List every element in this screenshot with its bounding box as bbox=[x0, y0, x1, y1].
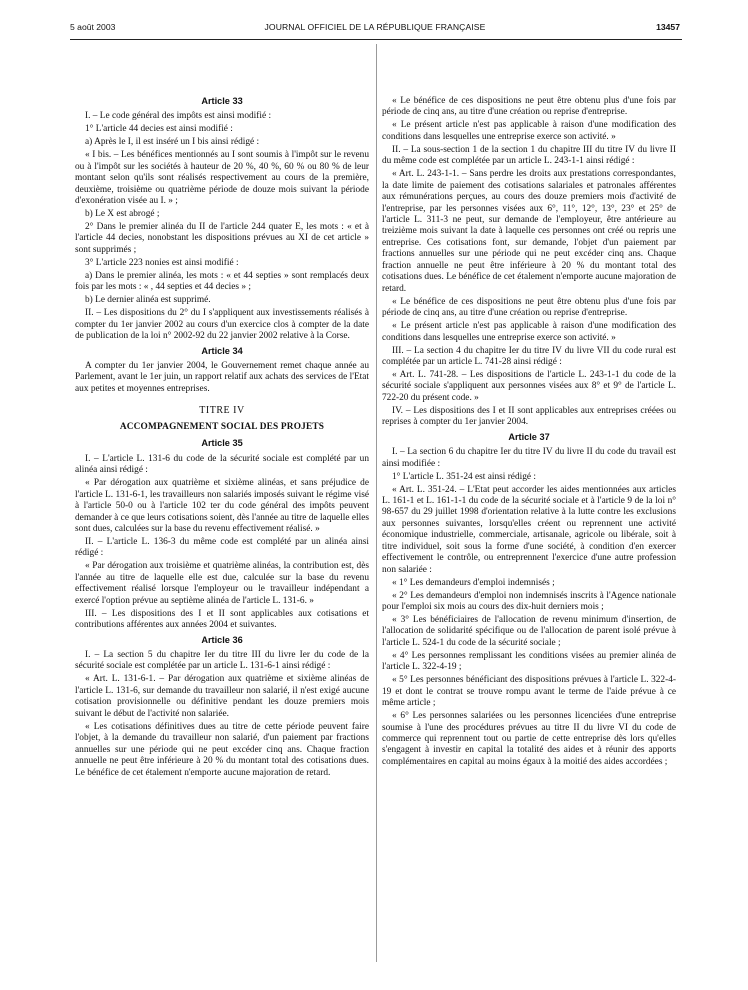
paragraph: A compter du 1er janvier 2004, le Gouvernement remet chaque année au Parlement, avant le 1er juin, un rapport relatif aux achats des services de l'Etat aux petites et moyennes entreprises. bbox=[75, 361, 369, 394]
page-number: 13457 bbox=[656, 22, 680, 32]
titre-heading: TITRE IV bbox=[199, 405, 245, 417]
paragraph: « Le présent article n'est pas applicable à raison d'une modification des conditions dans lesquelles une entreprise exerce son activité. » bbox=[382, 321, 676, 343]
titre-subheading: ACCOMPAGNEMENT SOCIAL DES PROJETS bbox=[119, 421, 325, 432]
column-divider bbox=[376, 44, 377, 962]
paragraph: III. – Les dispositions des I et II sont applicables aux cotisations et contributions afférentes aux années 2004 et suivantes. bbox=[75, 608, 369, 631]
paragraph: « Art. L. 131-6-1. – Par dérogation aux quatrième et sixième alinéas de l'article L. 131-6, sur demande du travailleur non salarié, il n'est exigé aucune cotisation provisionnelle ou définitive pendant les douze premiers mois suivant le début de l'activité non salariée. bbox=[75, 674, 369, 719]
paragraph: a) Après le I, il est inséré un I bis ainsi rédigé : bbox=[85, 137, 260, 148]
article-heading: Article 37 bbox=[508, 431, 550, 442]
paragraph: « Le présent article n'est pas applicable à raison d'une modification des conditions dans lesquelles une entreprise exerce son activité. » bbox=[382, 120, 676, 142]
paragraph: « Le bénéfice de ces dispositions ne peut être obtenu plus d'une fois par période de cinq ans, au titre d'une création ou reprise d'entreprise. bbox=[382, 96, 676, 118]
paragraph: « Art. L. 741-28. – Les dispositions de l'article L. 243-1-1 du code de la sécurité sociale s'appliquent aux personnes visées aux 8° et 9° de l'article L. 722-20 du présent code. » bbox=[382, 369, 676, 403]
paragraph: « 4° Les personnes remplissant les conditions visées au premier alinéa de l'article L. 322-4-19 ; bbox=[382, 650, 676, 673]
paragraph: « 3° Les bénéficiaires de l'allocation de revenu minimum d'insertion, de l'allocation de solidarité spécifique ou de l'allocation de parent isolé prévue à l'article L. 524-1 du code de la sécurité sociale ; bbox=[382, 614, 676, 648]
paragraph: « Par dérogation aux troisième et quatrième alinéas, la contribution est, dès l'année au titre de laquelle elle est due, calculée sur la base du revenu effectivement réalisé lorsque l'employeur ou le travailleur indépendant a exercé l'option prévue au septième alinéa de l'article L. 131-6. » bbox=[75, 561, 369, 606]
paragraph: I. – L'article L. 131-6 du code de la sécurité sociale est complété par un alinéa ainsi rédigé : bbox=[75, 453, 369, 476]
paragraph: « Le bénéfice de ces dispositions ne peut être obtenu plus d'une fois par période de cinq ans, au titre d'une création ou reprise d'entreprise. bbox=[382, 296, 676, 319]
paragraph: a) Dans le premier alinéa, les mots : « et 44 septies » sont remplacés deux fois par les mots : « , 44 septies et 44 decies » ; bbox=[75, 270, 369, 293]
paragraph: « Art. L. 351-24. – L'Etat peut accorder les aides mentionnées aux articles L. 161-1 et L. 161-1-1 du code de la sécurité sociale et à l'article 9 de la loi n° 98-657 du 29 juillet 1998 d'orientation relative à la lutte contre les exclusions aux personnes suivantes, lorsqu'elles créent ou reprennent une activité économique industrielle, commerciale, artisanale, agricole ou libérale, soit à titre individuel, soit sous la forme d'une société, à condition d'en exercer effectivement le contrôle, ou entreprennent l'exercice d'une autre profession non salariée : bbox=[382, 484, 676, 575]
paragraph: « 2° Les demandeurs d'emploi non indemnisés inscrits à l'Agence nationale pour l'emploi six mois au cours des dix-huit derniers mois ; bbox=[382, 590, 676, 613]
header-date: 5 août 2003 bbox=[70, 22, 116, 32]
header-rule bbox=[70, 39, 682, 40]
paragraph: « 1° Les demandeurs d'emploi indemnisés ; bbox=[392, 577, 555, 588]
paragraph: 2° Dans le premier alinéa du II de l'article 244 quater E, les mots : « et à l'article 44 decies, nonobstant les dispositions prévues au XI de cet article » sont supprimés ; bbox=[75, 222, 369, 255]
paragraph: I. – La section 6 du chapitre Ier du titre IV du livre II du code du travail est ainsi modifiée : bbox=[382, 447, 676, 469]
article-heading: Article 36 bbox=[201, 634, 243, 645]
paragraph: 3° L'article 223 nonies est ainsi modifié : bbox=[85, 257, 239, 268]
article-heading: Article 35 bbox=[201, 438, 243, 449]
paragraph: b) Le dernier alinéa est supprimé. bbox=[85, 295, 211, 306]
paragraph: II. – La sous-section 1 de la section 1 du chapitre III du titre IV du livre II du même code est complétée par un article L. 243-1-1 ainsi rédigé : bbox=[382, 144, 676, 167]
paragraph: « Par dérogation aux quatrième et sixième alinéas, et sans préjudice de l'article L. 131-6-1, les travailleurs non salariés imposés suivant le régime visé à l'article 50-0 ou à l'article 102 ter du code général des impôts peuvent demander à ce que leurs cotisations soient, dès l'année au titre de laquelle elles sont dues, calculées sur la base du revenu effectivement réalisé. » bbox=[75, 478, 369, 534]
paragraph: III. – La section 4 du chapitre Ier du titre IV du livre VII du code rural est complétée par un article L. 741-28 ainsi rédigé : bbox=[382, 345, 676, 367]
paragraph: IV. – Les dispositions des I et II sont applicables aux entreprises créées ou reprises à compter du 1er janvier 2004. bbox=[382, 405, 676, 428]
paragraph: II. – Les dispositions du 2° du I s'appliquent aux investissements réalisés à compter du 1er janvier 2002 au cours d'un exercice clos à compter de la date de publication de la loi n° 2002-92 du 22 janvier 2002 relative à la Corse. bbox=[75, 308, 369, 342]
page-header bbox=[70, 22, 680, 36]
article-heading: Article 34 bbox=[201, 345, 243, 356]
paragraph: 1° L'article 44 decies est ainsi modifié : bbox=[85, 124, 233, 135]
left-column bbox=[75, 93, 369, 780]
paragraph: « Art. L. 243-1-1. – Sans perdre les droits aux prestations correspondantes, la date limite de paiement des cotisations salariales et patronales afférentes aux rémunérations perçues, au cours des douze premiers mois d'activité de l'entreprise, par les personnes visées aux 6°, 11°, 12°, 13°, 23° et 25° de l'article L. 311-3 ne peut, sur demande de l'employeur, être antérieure au treizième mois suivant la date à laquelle ces personnes ont créé ou repris une entreprise. Ces cotisations font, sur demande, l'objet d'un paiement par fractions annuelles sur une période qui ne peut excéder cinq ans. Chaque fraction annuelle ne peut être inférieure à 20 % du montant total des cotisations dues. Le bénéfice de cet étalement n'emporte aucune majoration de retard. bbox=[382, 169, 676, 294]
paragraph: b) Le X est abrogé ; bbox=[85, 209, 160, 220]
paragraph: « Les cotisations définitives dues au titre de cette période peuvent faire l'objet, à la demande du travailleur non salarié, d'un paiement par fractions annuelles sur une période qui ne peut excéder cinq ans. Chaque fraction annuelle ne peut être inférieure à 20 % du montant total des cotisations dues. Le bénéfice de cet étalement n'emporte aucune majoration de retard. bbox=[75, 721, 369, 778]
right-column bbox=[382, 96, 676, 770]
paragraph: « 6° Les personnes salariées ou les personnes licenciées d'une entreprise soumise à l'une des procédures prévues au titre II du livre VI du code de commerce qui reprennent tout ou partie de cette entreprise dès lors qu'elles s'engagent à investir en capital la totalité des aides et à réunir des apports complémentaires en capital au moins égaux à la moitié des aides accordées ; bbox=[382, 711, 676, 767]
paragraph: « I bis. – Les bénéfices mentionnés au I sont soumis à l'impôt sur le revenu ou à l'impôt sur les sociétés à hauteur de 20 %, 40 %, 60 % ou 80 % de leur montant selon qu'ils sont réalisés respectivement au cours de la première, deuxième, troisième ou quatrième période de douze mois suivant la période d'exonération visée au I. » ; bbox=[75, 150, 369, 207]
paragraph: I. – Le code général des impôts est ainsi modifié : bbox=[85, 111, 272, 122]
paragraph: I. – La section 5 du chapitre Ier du titre III du livre Ier du code de la sécurité sociale est complétée par un article L. 131-6-1 ainsi rédigé : bbox=[75, 649, 369, 672]
paragraph: 1° L'article L. 351-24 est ainsi rédigé : bbox=[392, 471, 536, 482]
journal-title: JOURNAL OFFICIEL DE LA RÉPUBLIQUE FRANÇAISE bbox=[264, 22, 486, 32]
article-heading: Article 33 bbox=[201, 96, 243, 106]
paragraph: II. – L'article L. 136-3 du même code est complété par un alinéa ainsi rédigé : bbox=[75, 536, 369, 559]
paragraph: « 5° Les personnes bénéficiant des dispositions prévues à l'article L. 322-4-19 et dont le contrat se trouve rompu avant le terme de l'aide prévue à ce même article ; bbox=[382, 675, 676, 709]
